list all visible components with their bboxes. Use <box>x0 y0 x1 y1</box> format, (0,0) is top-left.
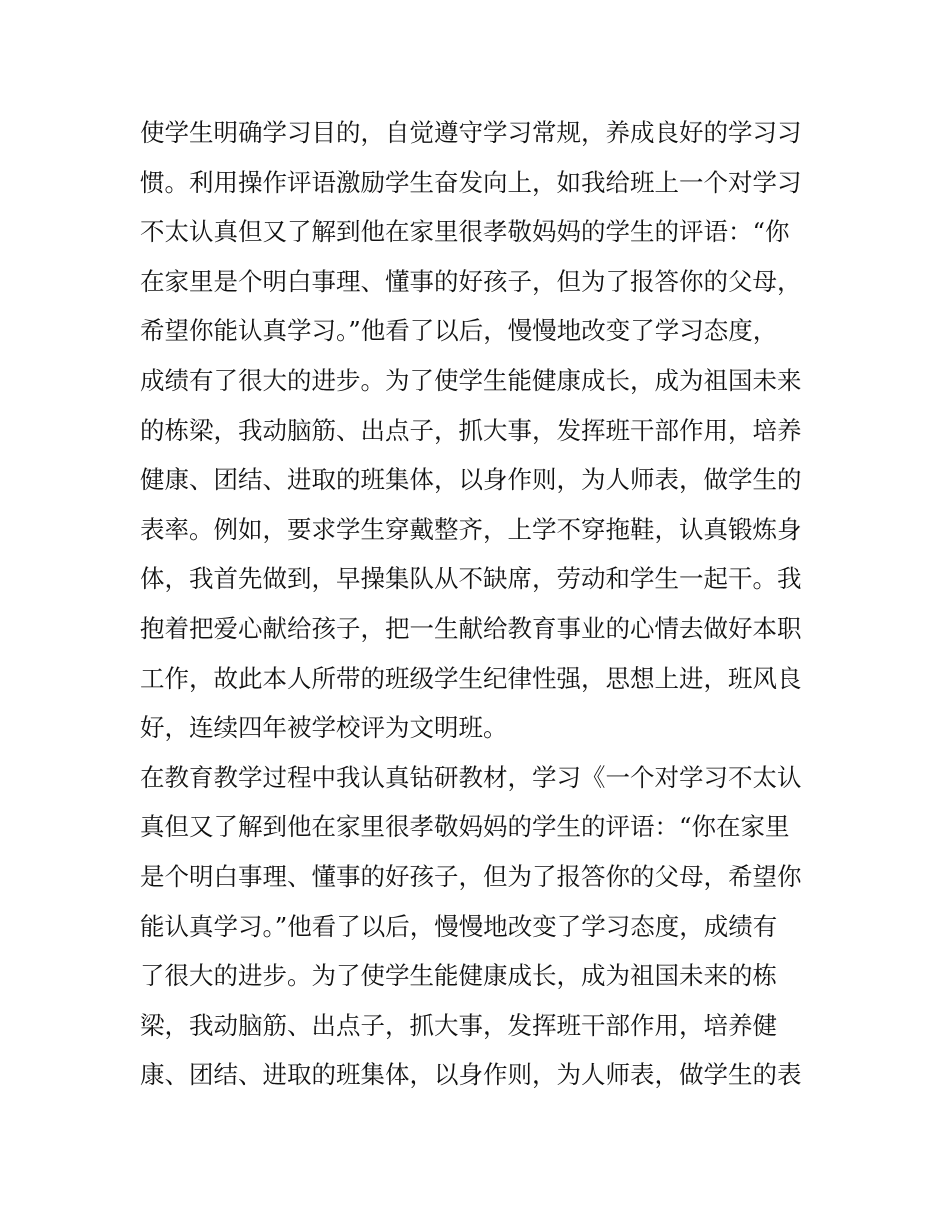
text-line: 康、团结、进取的班集体，以身作则，为人师表，做学生的表 <box>140 1060 802 1090</box>
body-text <box>140 108 820 1100</box>
text-line: 在教育教学过程中我认真钻研教材，学习《一个对学习不太认 <box>140 762 802 792</box>
text-line: 抱着把爱心献给孩子，把一生献给教育事业的心情去做好本职 <box>140 613 802 643</box>
text-line: 真但又了解到他在家里很孝敬妈妈的学生的评语：“你在家里 <box>140 812 790 842</box>
text-line: 表率。例如，要求学生穿戴整齐，上学不穿拖鞋，认真锻炼身 <box>140 514 802 544</box>
text-line: 体，我首先做到，早操集队从不缺席，劳动和学生一起干。我 <box>140 564 802 594</box>
text-line: 工作，故此本人所带的班级学生纪律性强，思想上进，班风良 <box>140 663 802 693</box>
text-line: 了很大的进步。为了使学生能健康成长，成为祖国未来的栋 <box>140 961 777 991</box>
text-line: 使学生明确学习目的，自觉遵守学习常规，养成良好的学习习 <box>140 118 802 147</box>
text-line: 健康、团结、进取的班集体，以身作则，为人师表，做学生的 <box>140 465 802 495</box>
text-line: 成绩有了很大的进步。为了使学生能健康成长，成为祖国未来 <box>140 365 802 395</box>
text-line: 是个明白事理、懂事的好孩子，但为了报答你的父母，希望你 <box>140 861 802 891</box>
text-line: 希望你能认真学习。”他看了以后，慢慢地改变了学习态度， <box>140 316 778 346</box>
text-line: 惯。利用操作评语激励学生奋发向上，如我给班上一个对学习 <box>140 167 802 197</box>
text-line: 在家里是个明白事理、懂事的好孩子，但为了报答你的父母， <box>140 266 802 296</box>
text-line: 能认真学习。”他看了以后，慢慢地改变了学习态度，成绩有 <box>140 911 778 941</box>
text-line: 梁，我动脑筋、出点子，抓大事，发挥班干部作用，培养健 <box>140 1010 777 1040</box>
text-line: 不太认真但又了解到他在家里很孝敬妈妈的学生的评语：“你 <box>140 217 790 247</box>
text-line: 好，连续四年被学校评为文明班。 <box>140 713 508 743</box>
text-line: 的栋梁，我动脑筋、出点子，抓大事，发挥班干部作用，培养 <box>140 415 802 445</box>
